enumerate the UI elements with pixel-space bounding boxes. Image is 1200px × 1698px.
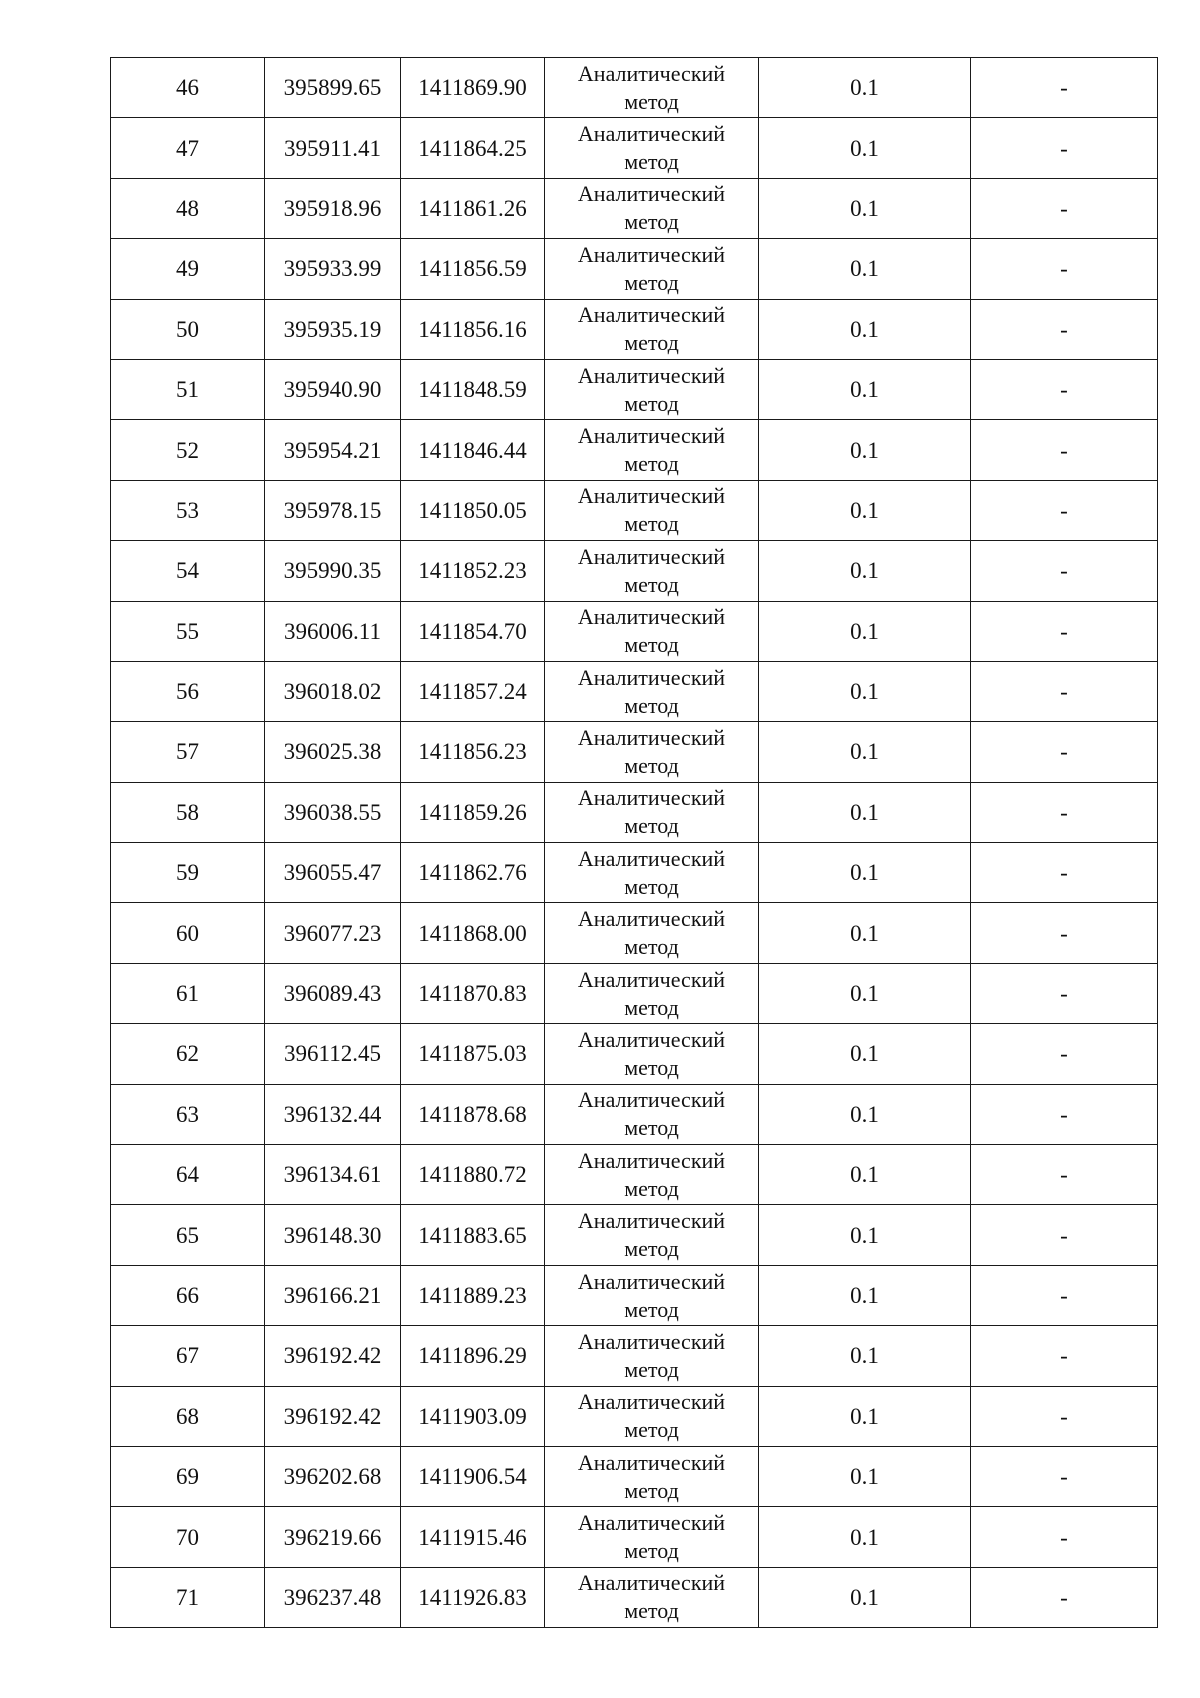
method-cell — [545, 1567, 759, 1627]
method-line-2: метод — [624, 1598, 679, 1624]
method-line-2: метод — [624, 451, 679, 477]
x-coordinate-cell: 396237.48 — [265, 1567, 401, 1627]
table-row — [111, 299, 1158, 359]
point-number-cell: 58 — [111, 782, 265, 842]
table-row — [111, 1567, 1158, 1627]
x-coordinate-cell: 395990.35 — [265, 541, 401, 601]
method-line-1: Аналитический — [577, 1026, 726, 1052]
method-line-2: метод — [624, 390, 679, 416]
y-coordinate-cell: 1411883.65 — [401, 1205, 545, 1265]
note-cell: - — [971, 239, 1158, 299]
y-coordinate-cell: 1411903.09 — [401, 1386, 545, 1446]
method-line-1: Аналитический — [577, 543, 726, 569]
method-cell — [545, 963, 759, 1023]
method-cell — [545, 58, 759, 118]
x-coordinate-cell: 395899.65 — [265, 58, 401, 118]
x-coordinate-cell: 396166.21 — [265, 1265, 401, 1325]
y-coordinate-cell: 1411856.59 — [401, 239, 545, 299]
table-row — [111, 1507, 1158, 1567]
method-line-1: Аналитический — [577, 60, 726, 86]
accuracy-cell: 0.1 — [759, 1326, 971, 1386]
method-cell — [545, 178, 759, 238]
table-row — [111, 178, 1158, 238]
y-coordinate-cell: 1411896.29 — [401, 1326, 545, 1386]
accuracy-cell: 0.1 — [759, 541, 971, 601]
accuracy-cell: 0.1 — [759, 601, 971, 661]
note-cell: - — [971, 722, 1158, 782]
method-cell — [545, 118, 759, 178]
table-row — [111, 1446, 1158, 1506]
method-line-1: Аналитический — [577, 241, 726, 267]
table-row — [111, 1326, 1158, 1386]
method-line-2: метод — [624, 1477, 679, 1503]
x-coordinate-cell: 396132.44 — [265, 1084, 401, 1144]
y-coordinate-cell: 1411868.00 — [401, 903, 545, 963]
y-coordinate-cell: 1411856.23 — [401, 722, 545, 782]
x-coordinate-cell: 396202.68 — [265, 1446, 401, 1506]
note-cell: - — [971, 480, 1158, 540]
table-row — [111, 480, 1158, 540]
method-line-2: метод — [624, 88, 679, 114]
x-coordinate-cell: 396077.23 — [265, 903, 401, 963]
note-cell: - — [971, 1205, 1158, 1265]
point-number-cell: 70 — [111, 1507, 265, 1567]
method-line-1: Аналитический — [577, 483, 726, 509]
accuracy-cell: 0.1 — [759, 1507, 971, 1567]
method-line-1: Аналитический — [577, 1389, 726, 1415]
x-coordinate-cell: 396006.11 — [265, 601, 401, 661]
x-coordinate-cell: 396192.42 — [265, 1386, 401, 1446]
x-coordinate-cell: 395911.41 — [265, 118, 401, 178]
y-coordinate-cell: 1411852.23 — [401, 541, 545, 601]
x-coordinate-cell: 395954.21 — [265, 420, 401, 480]
method-line-2: метод — [624, 1356, 679, 1382]
method-line-2: метод — [624, 1296, 679, 1322]
accuracy-cell: 0.1 — [759, 1386, 971, 1446]
note-cell: - — [971, 359, 1158, 419]
method-line-1: Аналитический — [577, 966, 726, 992]
table-row — [111, 722, 1158, 782]
point-number-cell: 53 — [111, 480, 265, 540]
point-number-cell: 55 — [111, 601, 265, 661]
method-line-1: Аналитический — [577, 1147, 726, 1173]
point-number-cell: 64 — [111, 1145, 265, 1205]
point-number-cell: 65 — [111, 1205, 265, 1265]
method-line-2: метод — [624, 1538, 679, 1564]
accuracy-cell: 0.1 — [759, 118, 971, 178]
point-number-cell: 59 — [111, 843, 265, 903]
point-number-cell: 61 — [111, 963, 265, 1023]
point-number-cell: 51 — [111, 359, 265, 419]
method-cell — [545, 359, 759, 419]
method-line-2: метод — [624, 632, 679, 658]
x-coordinate-cell: 396038.55 — [265, 782, 401, 842]
x-coordinate-cell: 396055.47 — [265, 843, 401, 903]
y-coordinate-cell: 1411880.72 — [401, 1145, 545, 1205]
method-cell — [545, 601, 759, 661]
point-number-cell: 62 — [111, 1024, 265, 1084]
table-row — [111, 58, 1158, 118]
method-line-1: Аналитический — [577, 785, 726, 811]
method-cell — [545, 541, 759, 601]
method-line-2: метод — [624, 571, 679, 597]
point-number-cell: 52 — [111, 420, 265, 480]
method-cell — [545, 299, 759, 359]
method-line-1: Аналитический — [577, 181, 726, 207]
x-coordinate-cell: 395918.96 — [265, 178, 401, 238]
table-row — [111, 1386, 1158, 1446]
accuracy-cell: 0.1 — [759, 722, 971, 782]
method-cell — [545, 661, 759, 721]
point-number-cell: 66 — [111, 1265, 265, 1325]
table-row — [111, 903, 1158, 963]
note-cell: - — [971, 541, 1158, 601]
coordinates-table — [110, 57, 1158, 1628]
x-coordinate-cell: 396089.43 — [265, 963, 401, 1023]
method-line-1: Аналитический — [577, 1268, 726, 1294]
y-coordinate-cell: 1411875.03 — [401, 1024, 545, 1084]
point-number-cell: 69 — [111, 1446, 265, 1506]
method-line-1: Аналитический — [577, 604, 726, 630]
note-cell: - — [971, 1024, 1158, 1084]
method-cell — [545, 480, 759, 540]
note-cell: - — [971, 118, 1158, 178]
note-cell: - — [971, 1446, 1158, 1506]
point-number-cell: 49 — [111, 239, 265, 299]
method-line-2: метод — [624, 149, 679, 175]
accuracy-cell: 0.1 — [759, 782, 971, 842]
y-coordinate-cell: 1411861.26 — [401, 178, 545, 238]
y-coordinate-cell: 1411850.05 — [401, 480, 545, 540]
method-line-1: Аналитический — [577, 845, 726, 871]
x-coordinate-cell: 396134.61 — [265, 1145, 401, 1205]
method-line-1: Аналитический — [577, 1328, 726, 1354]
accuracy-cell: 0.1 — [759, 420, 971, 480]
accuracy-cell: 0.1 — [759, 359, 971, 419]
x-coordinate-cell: 396192.42 — [265, 1326, 401, 1386]
table-row — [111, 661, 1158, 721]
y-coordinate-cell: 1411854.70 — [401, 601, 545, 661]
y-coordinate-cell: 1411856.16 — [401, 299, 545, 359]
table-row — [111, 1145, 1158, 1205]
method-cell — [545, 1326, 759, 1386]
table-row — [111, 118, 1158, 178]
x-coordinate-cell: 395933.99 — [265, 239, 401, 299]
note-cell: - — [971, 1507, 1158, 1567]
method-line-1: Аналитический — [577, 1087, 726, 1113]
note-cell: - — [971, 1084, 1158, 1144]
point-number-cell: 46 — [111, 58, 265, 118]
method-cell — [545, 420, 759, 480]
point-number-cell: 63 — [111, 1084, 265, 1144]
accuracy-cell: 0.1 — [759, 1024, 971, 1084]
note-cell: - — [971, 58, 1158, 118]
method-line-1: Аналитический — [577, 302, 726, 328]
table-row — [111, 1024, 1158, 1084]
method-line-2: метод — [624, 752, 679, 778]
accuracy-cell: 0.1 — [759, 963, 971, 1023]
table-row — [111, 541, 1158, 601]
note-cell: - — [971, 1265, 1158, 1325]
method-cell — [545, 722, 759, 782]
note-cell: - — [971, 661, 1158, 721]
note-cell: - — [971, 420, 1158, 480]
method-cell — [545, 239, 759, 299]
method-line-2: метод — [624, 511, 679, 537]
accuracy-cell: 0.1 — [759, 843, 971, 903]
method-line-1: Аналитический — [577, 1449, 726, 1475]
note-cell: - — [971, 299, 1158, 359]
x-coordinate-cell: 396025.38 — [265, 722, 401, 782]
accuracy-cell: 0.1 — [759, 178, 971, 238]
x-coordinate-cell: 396018.02 — [265, 661, 401, 721]
note-cell: - — [971, 782, 1158, 842]
method-line-1: Аналитический — [577, 906, 726, 932]
method-line-2: метод — [624, 934, 679, 960]
accuracy-cell: 0.1 — [759, 1567, 971, 1627]
point-number-cell: 60 — [111, 903, 265, 963]
note-cell: - — [971, 1567, 1158, 1627]
method-line-2: метод — [624, 692, 679, 718]
method-line-2: метод — [624, 873, 679, 899]
method-line-1: Аналитический — [577, 1570, 726, 1596]
note-cell: - — [971, 843, 1158, 903]
x-coordinate-cell: 396112.45 — [265, 1024, 401, 1084]
method-line-1: Аналитический — [577, 362, 726, 388]
x-coordinate-cell: 395940.90 — [265, 359, 401, 419]
method-line-2: метод — [624, 813, 679, 839]
table-row — [111, 1205, 1158, 1265]
method-cell — [545, 843, 759, 903]
y-coordinate-cell: 1411846.44 — [401, 420, 545, 480]
method-line-2: метод — [624, 994, 679, 1020]
method-cell — [545, 1265, 759, 1325]
accuracy-cell: 0.1 — [759, 1205, 971, 1265]
point-number-cell: 56 — [111, 661, 265, 721]
y-coordinate-cell: 1411926.83 — [401, 1567, 545, 1627]
point-number-cell: 71 — [111, 1567, 265, 1627]
note-cell: - — [971, 963, 1158, 1023]
accuracy-cell: 0.1 — [759, 480, 971, 540]
accuracy-cell: 0.1 — [759, 1145, 971, 1205]
y-coordinate-cell: 1411859.26 — [401, 782, 545, 842]
method-line-1: Аналитический — [577, 423, 726, 449]
method-line-2: метод — [624, 1115, 679, 1141]
y-coordinate-cell: 1411906.54 — [401, 1446, 545, 1506]
method-line-2: метод — [624, 330, 679, 356]
method-cell — [545, 782, 759, 842]
note-cell: - — [971, 601, 1158, 661]
y-coordinate-cell: 1411915.46 — [401, 1507, 545, 1567]
table-row — [111, 601, 1158, 661]
y-coordinate-cell: 1411870.83 — [401, 963, 545, 1023]
method-cell — [545, 1024, 759, 1084]
x-coordinate-cell: 395935.19 — [265, 299, 401, 359]
note-cell: - — [971, 178, 1158, 238]
accuracy-cell: 0.1 — [759, 299, 971, 359]
table-row — [111, 782, 1158, 842]
method-cell — [545, 1084, 759, 1144]
y-coordinate-cell: 1411857.24 — [401, 661, 545, 721]
table-row — [111, 1265, 1158, 1325]
y-coordinate-cell: 1411862.76 — [401, 843, 545, 903]
method-line-1: Аналитический — [577, 664, 726, 690]
table-row — [111, 359, 1158, 419]
method-line-2: метод — [624, 209, 679, 235]
x-coordinate-cell: 395978.15 — [265, 480, 401, 540]
coordinates-table-body — [111, 58, 1158, 1628]
method-line-2: метод — [624, 269, 679, 295]
accuracy-cell: 0.1 — [759, 1446, 971, 1506]
point-number-cell: 48 — [111, 178, 265, 238]
accuracy-cell: 0.1 — [759, 1265, 971, 1325]
method-line-1: Аналитический — [577, 1510, 726, 1536]
note-cell: - — [971, 1386, 1158, 1446]
method-line-2: метод — [624, 1175, 679, 1201]
point-number-cell: 54 — [111, 541, 265, 601]
y-coordinate-cell: 1411889.23 — [401, 1265, 545, 1325]
x-coordinate-cell: 396148.30 — [265, 1205, 401, 1265]
table-row — [111, 963, 1158, 1023]
point-number-cell: 47 — [111, 118, 265, 178]
method-line-2: метод — [624, 1417, 679, 1443]
method-line-2: метод — [624, 1236, 679, 1262]
note-cell: - — [971, 1145, 1158, 1205]
accuracy-cell: 0.1 — [759, 239, 971, 299]
method-line-1: Аналитический — [577, 1208, 726, 1234]
y-coordinate-cell: 1411878.68 — [401, 1084, 545, 1144]
y-coordinate-cell: 1411848.59 — [401, 359, 545, 419]
note-cell: - — [971, 903, 1158, 963]
method-cell — [545, 1145, 759, 1205]
method-cell — [545, 903, 759, 963]
method-cell — [545, 1205, 759, 1265]
accuracy-cell: 0.1 — [759, 903, 971, 963]
point-number-cell: 50 — [111, 299, 265, 359]
accuracy-cell: 0.1 — [759, 1084, 971, 1144]
method-line-1: Аналитический — [577, 121, 726, 147]
method-cell — [545, 1507, 759, 1567]
x-coordinate-cell: 396219.66 — [265, 1507, 401, 1567]
y-coordinate-cell: 1411869.90 — [401, 58, 545, 118]
method-cell — [545, 1446, 759, 1506]
table-row — [111, 239, 1158, 299]
table-row — [111, 843, 1158, 903]
note-cell: - — [971, 1326, 1158, 1386]
point-number-cell: 67 — [111, 1326, 265, 1386]
point-number-cell: 68 — [111, 1386, 265, 1446]
accuracy-cell: 0.1 — [759, 661, 971, 721]
point-number-cell: 57 — [111, 722, 265, 782]
method-cell — [545, 1386, 759, 1446]
table-row — [111, 1084, 1158, 1144]
method-line-2: метод — [624, 1054, 679, 1080]
table-row — [111, 420, 1158, 480]
y-coordinate-cell: 1411864.25 — [401, 118, 545, 178]
method-line-1: Аналитический — [577, 724, 726, 750]
accuracy-cell: 0.1 — [759, 58, 971, 118]
